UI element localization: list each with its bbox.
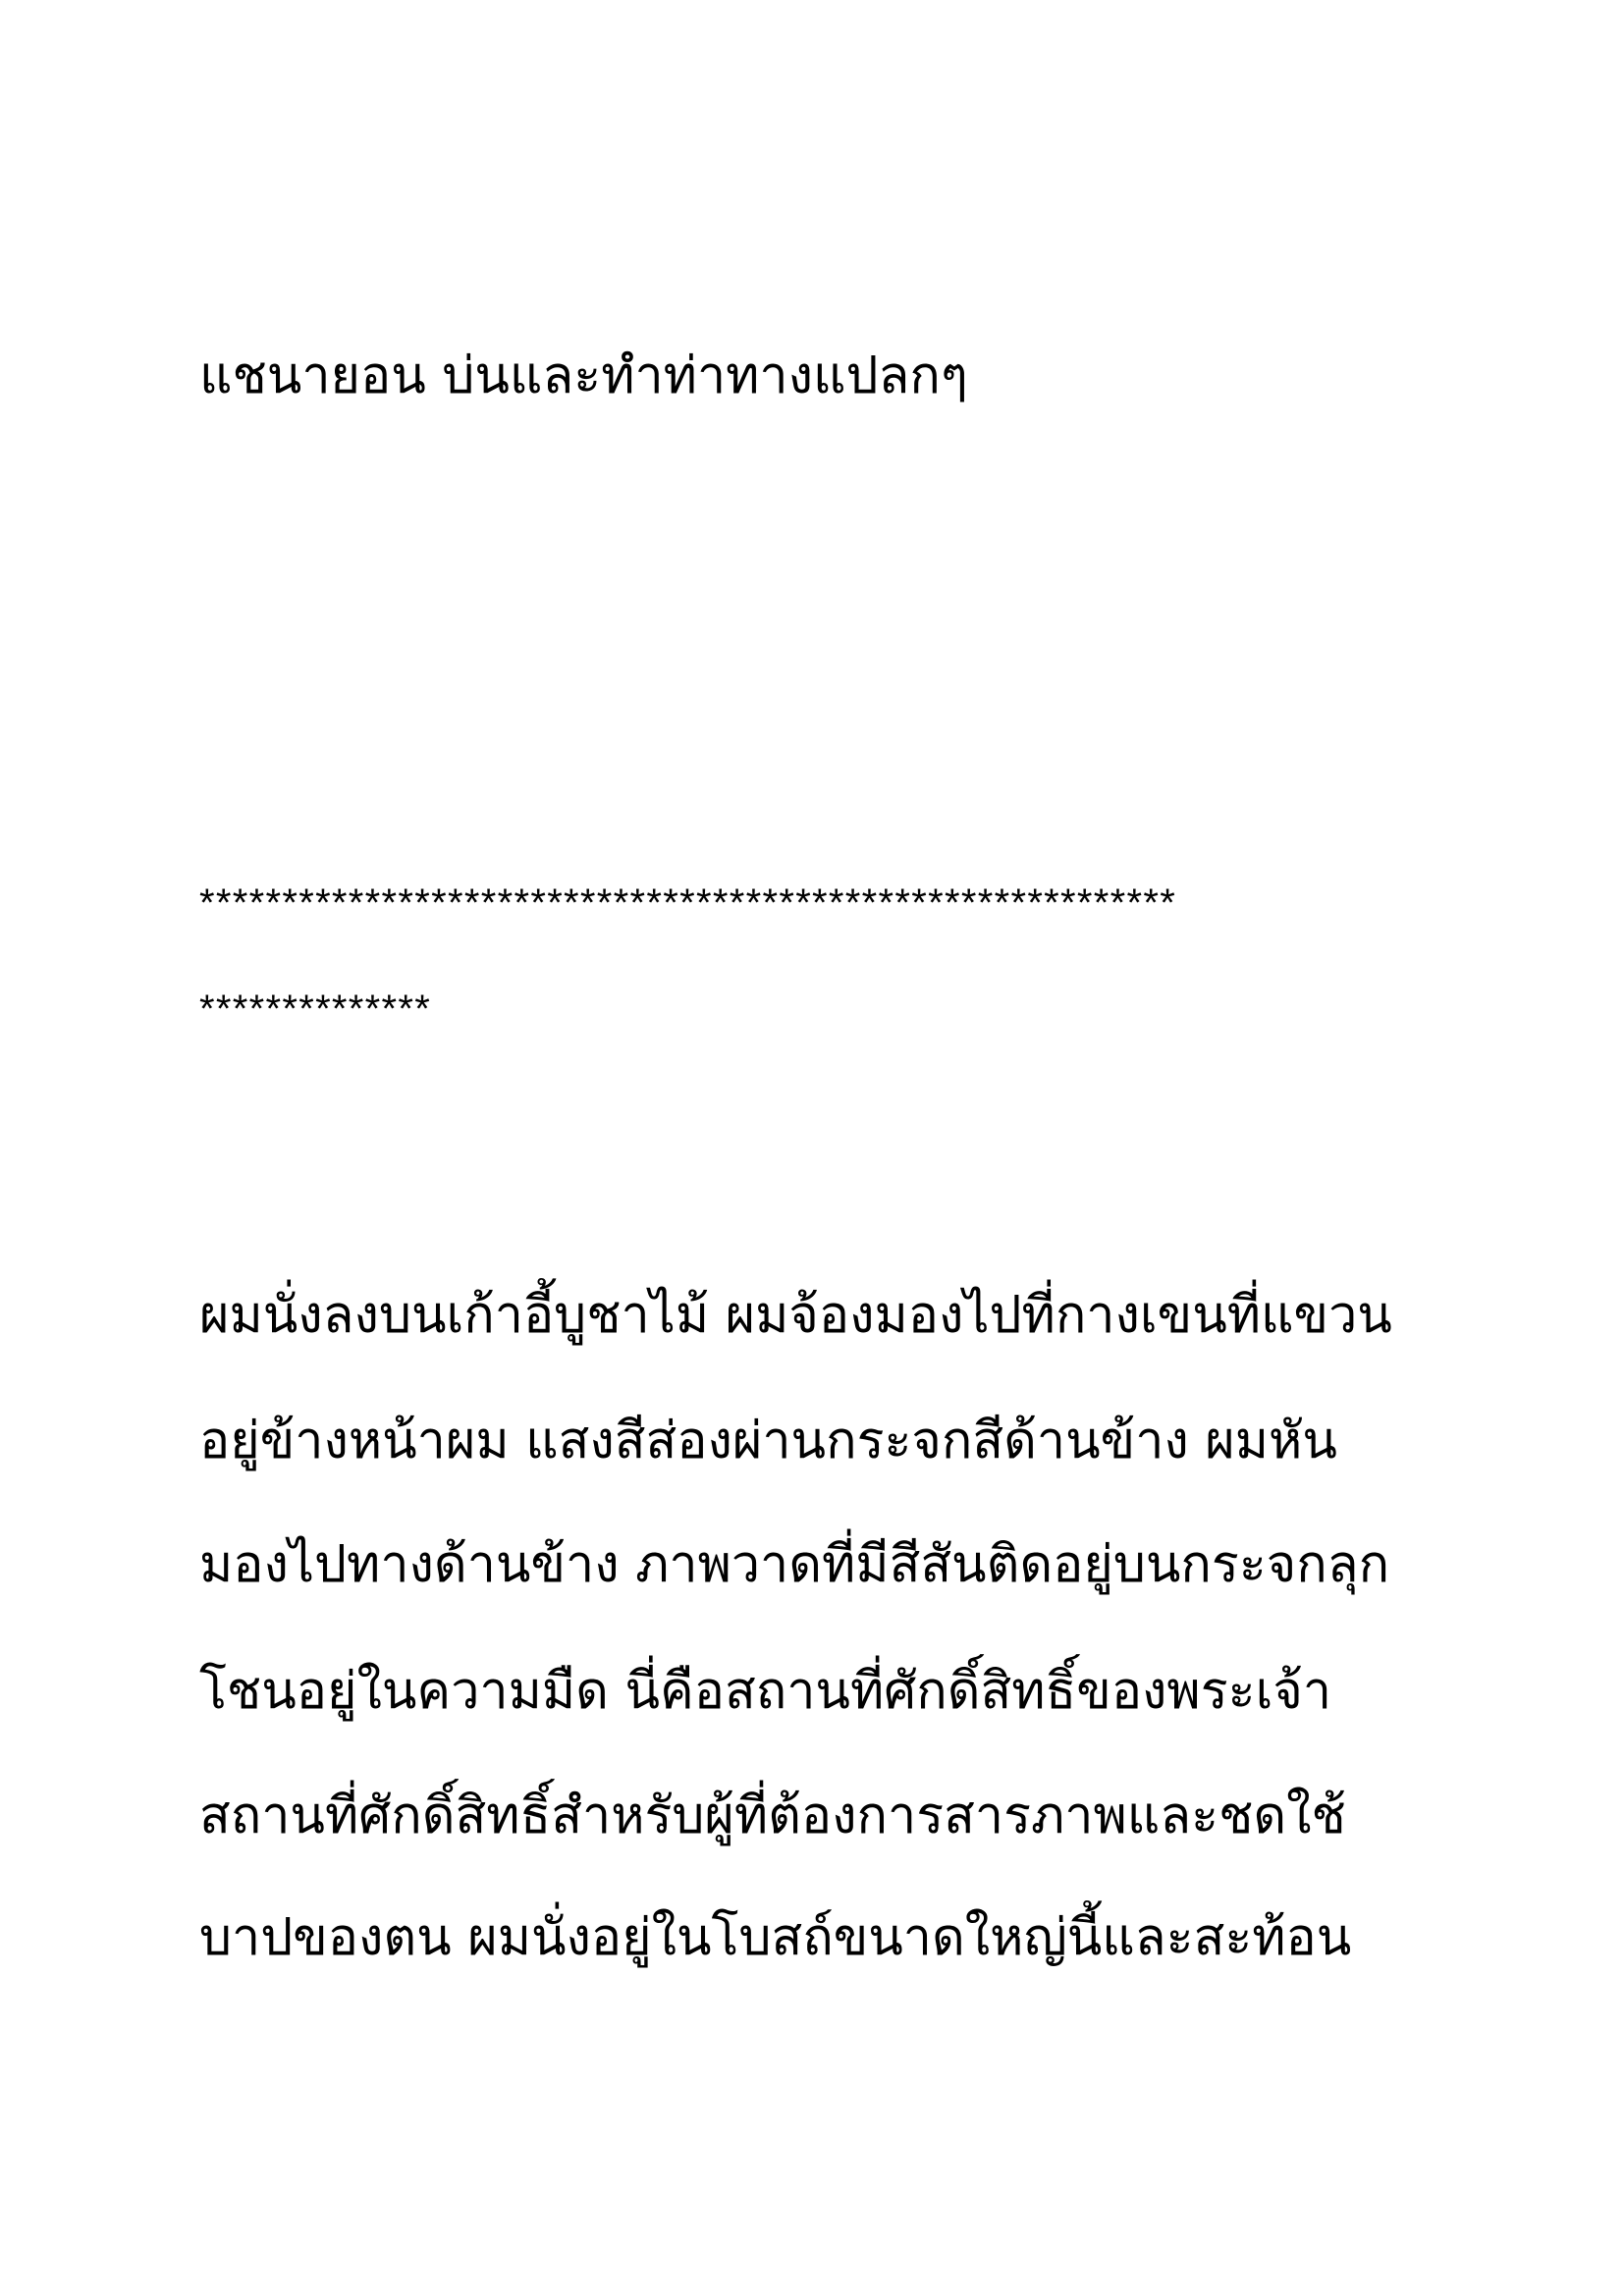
separator-line: ************** — [199, 988, 432, 1031]
separator-line: *********************************************************** — [199, 881, 1177, 925]
paragraph-line: อยู่ข้างหน้าผม แสงสีส่องผ่านกระจกสีด้านข้าง ผมหัน — [199, 1412, 1337, 1470]
paragraph-line: มองไปทางด้านข้าง ภาพวาดที่มีสีสันติดอยู่บนกระจกลุก — [199, 1535, 1390, 1594]
paragraph-line: บาปของตน ผมนั่งอยู่ในโบสถ์ขนาดใหญ่นี้และสะท้อน — [199, 1908, 1352, 1967]
heading-line: แชนายอน บ่นและทำท่าทางแปลกๆ — [199, 347, 968, 405]
paragraph-line: สถานที่ศักดิ์สิทธิ์สำหรับผู้ที่ต้องการสารภาพและชดใช้ — [199, 1787, 1346, 1845]
paragraph-line: โชนอยู่ในความมืด นี่คือสถานที่ศักดิ์สิทธิ์ของพระเจ้า — [199, 1662, 1332, 1721]
paragraph-line: ผมนั่งลงบนเก้าอี้บูชาไม้ ผมจ้องมองไปที่กางเขนที่แขวน — [199, 1286, 1392, 1345]
